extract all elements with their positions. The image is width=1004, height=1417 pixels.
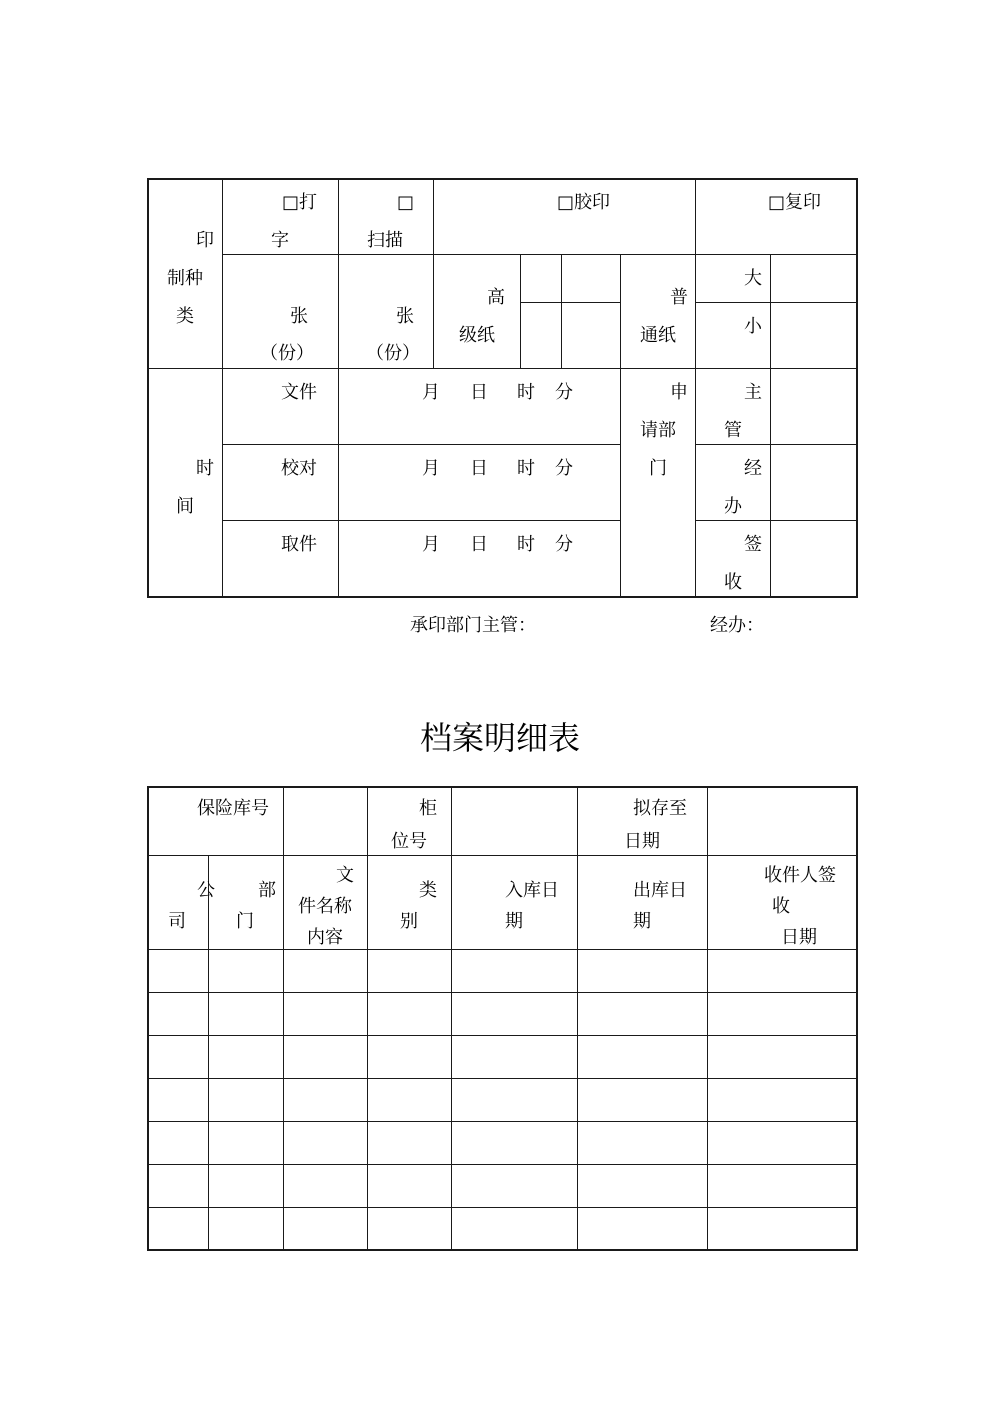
typing-label: 字 (271, 230, 289, 251)
border-right (856, 178, 858, 598)
footer-supervisor: 承印部门主管： (410, 615, 536, 636)
doc-header: 内容 (307, 927, 343, 948)
vault-label: 保险库号 (197, 798, 269, 819)
copy-checkbox[interactable]: □复印 (768, 192, 822, 213)
handler-label: 办 (724, 496, 742, 517)
scan-checkbox[interactable]: □ (397, 192, 415, 213)
category-label: 印 (196, 230, 214, 251)
border-left (147, 178, 149, 598)
rule (222, 444, 338, 445)
day-label: 日 (470, 382, 488, 403)
rule (695, 178, 696, 598)
handler-label: 经 (744, 458, 762, 479)
offset-checkbox[interactable]: □胶印 (557, 192, 611, 213)
rule (451, 786, 452, 1250)
rule (695, 444, 858, 445)
rule (338, 178, 339, 598)
border-bottom (147, 1249, 858, 1251)
supervisor-label: 主 (744, 382, 762, 403)
supervisor-label: 管 (724, 420, 742, 441)
category-header: 别 (400, 911, 418, 932)
store-until-label: 日期 (624, 831, 660, 852)
rule (520, 254, 521, 368)
dept-header: 门 (236, 911, 254, 932)
cabinet-label: 柜 (419, 798, 437, 819)
rule (620, 254, 621, 598)
rule (222, 520, 621, 521)
minute-label: 分 (555, 382, 573, 403)
premium-paper-label: 高 (487, 287, 505, 308)
rule (561, 254, 562, 368)
rule (577, 786, 578, 1250)
dept-label: 请部 (640, 420, 676, 441)
unit-label: （份） (260, 343, 314, 364)
rule (707, 786, 708, 1250)
day-label: 日 (470, 458, 488, 479)
rule (147, 992, 858, 993)
rule (222, 254, 858, 255)
in-date-header: 期 (505, 911, 523, 932)
time-row-label: 校对 (281, 458, 317, 479)
time-row-label: 文件 (281, 382, 317, 403)
rule (770, 254, 771, 598)
border-top (147, 786, 858, 788)
unit-label: 张 (290, 306, 308, 327)
rule (147, 949, 858, 950)
receiver-label: 收 (724, 572, 742, 593)
doc-header: 件名称 (298, 896, 352, 917)
category-label: 类 (176, 306, 194, 327)
size-label: 小 (744, 316, 762, 337)
ordinary-paper-label: 普 (670, 287, 688, 308)
hour-label: 时 (517, 382, 535, 403)
doc-header: 文 (336, 865, 354, 886)
border-left (147, 786, 149, 1251)
rule (147, 1121, 858, 1122)
border-top (147, 178, 858, 180)
time-label: 时 (196, 458, 214, 479)
cabinet-label: 位号 (391, 831, 427, 852)
day-label: 日 (470, 534, 488, 555)
time-row-label: 取件 (281, 534, 317, 555)
dept-label: 门 (649, 458, 667, 479)
rule (147, 1078, 858, 1079)
recipient-header: 收 (772, 896, 790, 917)
store-until-label: 拟存至 (633, 798, 687, 819)
rule (520, 302, 620, 303)
company-header: 司 (168, 911, 186, 932)
rule (208, 855, 209, 1250)
minute-label: 分 (555, 458, 573, 479)
time-label: 间 (176, 496, 194, 517)
rule (283, 786, 284, 1250)
rule (222, 178, 223, 598)
minute-label: 分 (555, 534, 573, 555)
rule (147, 1164, 858, 1165)
rule (338, 444, 621, 445)
month-label: 月 (422, 382, 440, 403)
dept-label: 申 (670, 382, 688, 403)
typing-checkbox[interactable]: □打 (282, 192, 318, 213)
unit-label: （份） (366, 343, 420, 364)
out-date-header: 出库日 (633, 880, 687, 901)
recipient-header: 日期 (781, 927, 817, 948)
dept-header: 部 (258, 880, 276, 901)
month-label: 月 (422, 534, 440, 555)
category-header: 类 (419, 880, 437, 901)
rule (695, 520, 858, 521)
company-header: 公 (197, 880, 215, 901)
premium-paper-label: 级纸 (459, 325, 495, 346)
month-label: 月 (422, 458, 440, 479)
rule (147, 855, 858, 856)
rule (147, 368, 858, 369)
recipient-header: 收件人签 (764, 865, 836, 886)
footer-handler: 经办： (710, 615, 764, 636)
border-bottom (147, 596, 858, 598)
border-right (856, 786, 858, 1251)
rule (147, 1207, 858, 1208)
scan-label: 扫描 (367, 230, 403, 251)
out-date-header: 期 (633, 911, 651, 932)
category-label: 制种 (167, 268, 203, 289)
receiver-label: 签 (744, 534, 762, 555)
rule (147, 1035, 858, 1036)
rule (695, 302, 858, 303)
unit-label: 张 (396, 306, 414, 327)
rule (367, 786, 368, 1250)
rule (433, 178, 434, 368)
in-date-header: 入库日 (505, 880, 559, 901)
size-label: 大 (744, 268, 762, 289)
hour-label: 时 (517, 534, 535, 555)
archive-title: 档案明细表 (420, 719, 581, 757)
ordinary-paper-label: 通纸 (640, 325, 676, 346)
hour-label: 时 (517, 458, 535, 479)
